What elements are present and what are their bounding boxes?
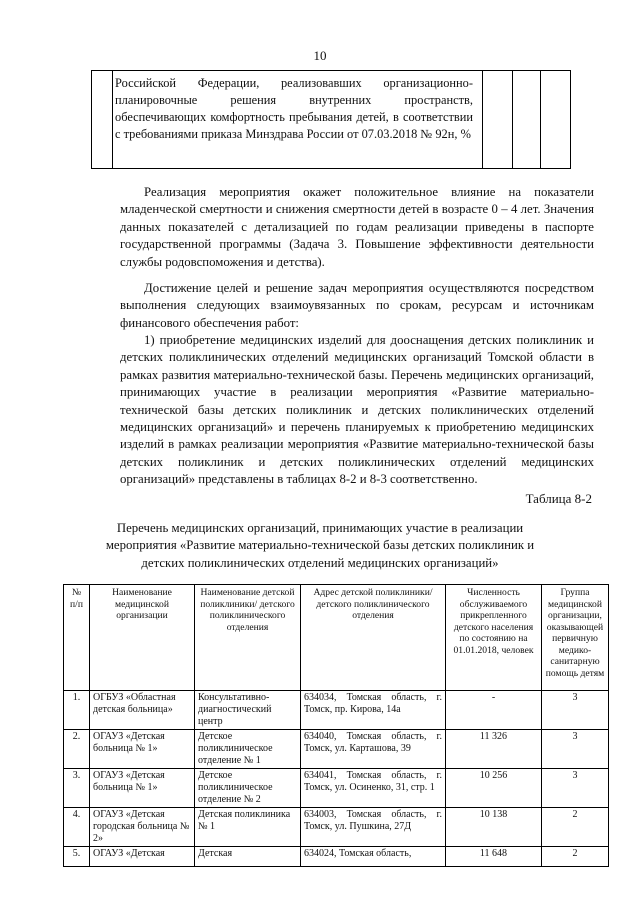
cell-org: ОГАУЗ «Детская больница № 1»	[90, 730, 195, 769]
cell-count: -	[446, 691, 542, 730]
cell-org: ОГАУЗ «Детская городская больница № 2»	[90, 808, 195, 847]
paragraph-effect: Реализация мероприятия окажет положительное влияние на показатели младенческой смертности и снижения смертности детей в возрасте 0 – 4 лет. Значения данных показателей с детализацией по годам реализации приведены в паспорте государственной программы (Задача 3. Повышение эффективности деятельности службы родовспоможения и детства).	[120, 185, 594, 269]
cell-dept: Детская поликлиника № 1	[195, 808, 301, 847]
header-group: Группа медицинской организации, оказывающей первичную медико-санитарную помощь детям	[542, 585, 609, 691]
page-number: 10	[313, 48, 327, 63]
header-count: Численность обслуживаемого прикрепленного детского населения по состоянию на 01.01.2018, человек	[446, 585, 542, 691]
cell-num: 5.	[64, 847, 90, 867]
table-row	[64, 730, 609, 769]
cell-dept: Детское поликлиническое отделение № 2	[195, 769, 301, 808]
cell-count: 10 138	[446, 808, 542, 847]
table-row	[64, 691, 609, 730]
cell-group: 3	[542, 691, 609, 730]
table-row	[64, 769, 609, 808]
table-row	[64, 847, 609, 867]
paragraph-item-1: 1) приобретение медицинских изделий для дооснащения детских поликлиник и детских поликлинических отделений медицинских организаций Томской области в рамках развития материально-технической базы. Перечень медицинских организаций, принимающих участие в реализации мероприятия «Развитие материально-технической базы детских поликлиник и детских поликлинических отделений медицинских организаций» и перечень планируемых к приобретению медицинских изделий в рамках реализации мероприятия «Развитие материально-технической базы детских поликлиник и детских поликлинических отделений медицинских организаций» представлены в таблицах 8-2 и 8-3 соответственно.	[120, 333, 594, 487]
cell-addr: 634041, Томская область, г. Томск, ул. Осиненко, 31, стр. 1	[301, 769, 446, 808]
cell-addr: 634024, Томская область,	[301, 847, 446, 867]
header-addr: Адрес детской поликлиники/ детского поликлинического отделения	[301, 585, 446, 691]
table-header-row	[64, 585, 609, 691]
cell-group: 3	[542, 769, 609, 808]
cell-dept: Консультативно-диагностический центр	[195, 691, 301, 730]
cell-num: 1.	[64, 691, 90, 730]
cell-count: 11 648	[446, 847, 542, 867]
cell-group: 2	[542, 808, 609, 847]
table-divider	[512, 71, 513, 168]
header-dept: Наименование детской поликлиники/ детского поликлинического отделения	[195, 585, 301, 691]
continuation-text: Российской Федерации, реализовавших организационно-планировочные решения внутренних пространств, обеспечивающих комфортность пребывания детей, в соответствии с требованиями приказа Минздрава России от 07.03.2018 № 92н, %	[115, 76, 473, 141]
paragraph-goals: Достижение целей и решение задач мероприятия осуществляются посредством выполнения следующих взаимоувязанных по срокам, ресурсам и источникам финансового обеспечения работ:	[120, 281, 594, 330]
table-label: Таблица 8-2	[525, 491, 592, 506]
organizations-table	[63, 584, 609, 867]
cell-group: 2	[542, 847, 609, 867]
cell-addr: 634003, Томская область, г. Томск, ул. Пушкина, 27Д	[301, 808, 446, 847]
cell-group: 3	[542, 730, 609, 769]
cell-num: 4.	[64, 808, 90, 847]
table-row	[64, 808, 609, 847]
cell-org: ОГБУЗ «Областная детская больница»	[90, 691, 195, 730]
header-org: Наименование медицинской организации	[90, 585, 195, 691]
table-divider	[482, 71, 483, 168]
cell-num: 2.	[64, 730, 90, 769]
table-divider	[540, 71, 541, 168]
cell-org: ОГАУЗ «Детская	[90, 847, 195, 867]
table-title: Перечень медицинских организаций, принимающих участие в реализации мероприятия «Развитие материально-технической базы детских поликлиник и детских поликлинических отделений медицинских организаций»	[105, 521, 535, 570]
cell-num: 3.	[64, 769, 90, 808]
cell-count: 11 326	[446, 730, 542, 769]
table-divider	[112, 71, 113, 168]
cell-addr: 634034, Томская область, г. Томск, пр. Кирова, 14а	[301, 691, 446, 730]
cell-dept: Детская	[195, 847, 301, 867]
cell-count: 10 256	[446, 769, 542, 808]
cell-dept: Детское поликлиническое отделение № 1	[195, 730, 301, 769]
cell-addr: 634040, Томская область, г. Томск, ул. Карташова, 39	[301, 730, 446, 769]
header-num: № п/п	[64, 585, 90, 691]
cell-org: ОГАУЗ «Детская больница № 1»	[90, 769, 195, 808]
